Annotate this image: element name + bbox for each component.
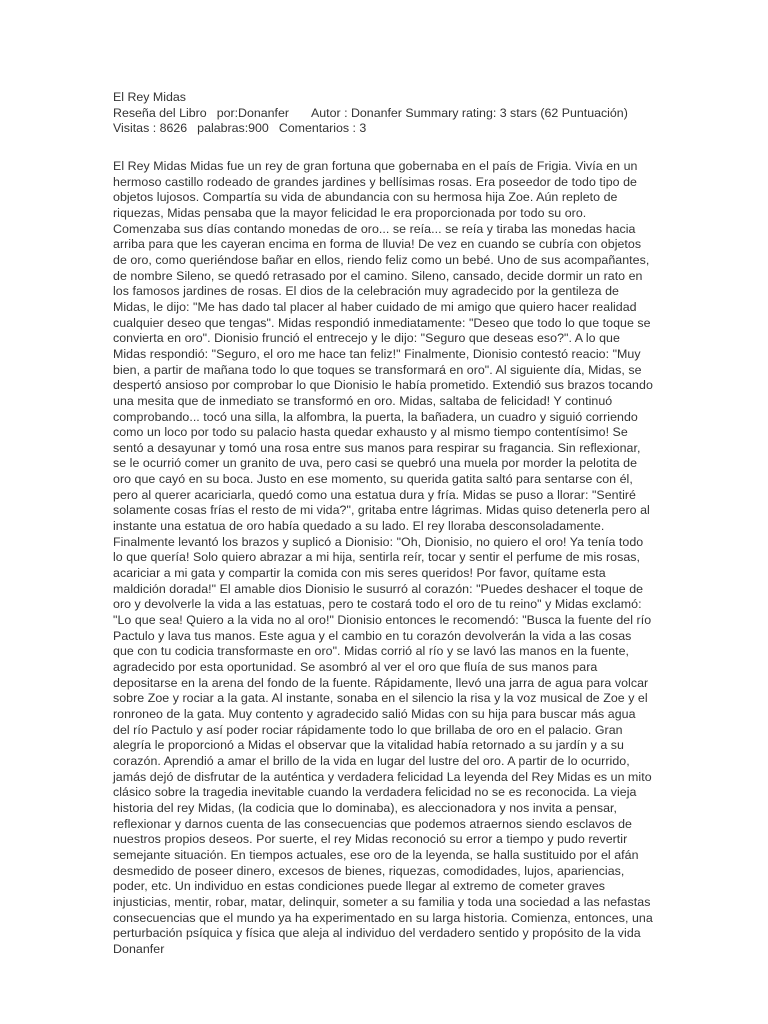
body-text-line: del río Pactulo y así poder rociar rápidamente todo lo que brillaba de oro en el palacio. Gran: [113, 722, 623, 737]
body-text-line: perturbación psíquica y física que aleja al individuo del verdadero sentido y propósito de la vida: [113, 926, 641, 941]
document-body: [113, 159, 668, 957]
body-text-line: jamás dejó de disfrutar de la auténtica y verdadera felicidad La leyenda del Rey Midas es un mito: [113, 769, 652, 784]
body-text-line: maldición dorada!" El amable dios Dionisio le susurró al corazón: "Puedes deshacer el toque de: [113, 581, 644, 596]
review-label: Reseña del Libro: [113, 105, 207, 120]
body-text-line: de nombre Sileno, se quedó retrasado por el camino. Sileno, cansado, decide dormir un rato en: [113, 268, 643, 283]
body-text-line: hermoso castillo rodeado de grandes jardines y bellísimas rosas. Era poseedor de todo tipo de: [113, 174, 637, 189]
body-text-line: Midas respondió: "Seguro, el oro me hace tan feliz!" Finalmente, Dionisio contestó reacio: "Muy: [113, 346, 641, 361]
review-info-line: [113, 106, 673, 122]
body-text-line: lo que quería! Solo quiero abrazar a mi hija, sentirla reír, tocar y sentir el perfume de mis rosas,: [113, 550, 641, 565]
body-text-line: alegría le proporcionó a Midas el observar que la vitalidad había retornado a su jardín y a su: [113, 738, 624, 753]
body-text-line: Finalmente levantó los brazos y suplicó a Dionisio: "Oh, Dionisio, no quiero el oro! Ya tenía todo: [113, 534, 644, 549]
body-text-line: cualquier deseo que tengas". Midas respondió inmediatamente: "Deseo que todo lo que toque se: [113, 315, 651, 330]
body-text-line: riquezas, Midas pensaba que la mayor felicidad le era proporcionada por todo su oro.: [113, 205, 587, 220]
document-title: El Rey Midas: [113, 90, 186, 104]
body-text-line: una mesita que de inmediato se transformó en oro. Midas, saltaba de felicidad! Y continuó: [113, 393, 613, 408]
body-text-line: agradecido por esta oportunidad. Se asombró al ver el oro que fluía de sus manos para: [113, 660, 598, 674]
body-text-line: "Lo que sea! Quiero a la vida no al oro!" Dionisio entonces le recomendó: "Busca la fuente del río: [113, 613, 652, 628]
body-text-line: corazón. Aprendió a amar el brillo de la vida en lugar del lustre del oro. A partir de lo ocurrido,: [113, 753, 630, 768]
body-text-line: poder, etc. Un individuo en estas condiciones puede llegar al extremo de cometer graves: [113, 879, 605, 894]
body-text-line: acariciar a mi gata y compartir la comida con mis seres queridos! Por favor, quítame esta: [113, 566, 606, 581]
body-text-line: El Rey Midas Midas fue un rey de gran fortuna que gobernaba en el país de Frigia. Vivía en un: [113, 159, 638, 173]
body-text-line: arriba para que les cayeran encima en forma de lluvia! De vez en cuando se cubría con objetos: [113, 237, 642, 252]
document-header: [113, 90, 673, 137]
body-text-line: se le ocurrió comer un granito de uva, pero casi se quebró una muela por morder la pelotita de: [113, 456, 638, 471]
body-text-line: pero al querer acariciarla, quedó como una estatua dura y fría. Midas se puso a llorar: "Sentiré: [113, 487, 636, 502]
visits-count: Visitas : 8626: [113, 121, 188, 136]
body-text-line: Donanfer: [113, 941, 165, 956]
body-text-line: clásico sobre la tragedia inevitable cuando la verdadera felicidad no se es reconocida. La vieja: [113, 785, 637, 800]
body-text-line: convierta en oro". Dionisio frunció el entrecejo y le dijo: "Seguro que deseas eso?". A lo que: [113, 331, 620, 346]
body-text-line: depositarse en la arena del fondo de la fuente. Rápidamente, llevó una jarra de agua para volcar: [113, 675, 649, 690]
reviewer-label: por:Donanfer: [216, 105, 290, 120]
stats-line: [113, 121, 673, 137]
body-text-line: los famosos jardines de rosas. El dios de la celebración muy agradecido por la gentileza de: [113, 284, 619, 299]
body-text-line: reflexionar y darnos cuenta de las consecuencias que podemos atraernos siendo esclavos de: [113, 816, 632, 831]
body-text-line: semejante situación. En tiempos actuales, ese oro de la leyenda, se halla sustituido por el afán: [113, 847, 639, 862]
author-label: Autor : Donanfer: [311, 105, 402, 120]
body-text-line: Midas, le dijo: "Me has dado tal placer al haber cuidado de mi amigo que quiero hacer realidad: [113, 299, 637, 314]
body-text-line: sentó a desayunar y tomó una rosa entre sus manos para respirar su fragancia. Sin reflexionar,: [113, 440, 641, 455]
body-text-line: como un loco por todo su palacio hasta quedar exhausto y al mismo tiempo contentísimo! Se: [113, 425, 628, 440]
body-text-line: instante una estatua de oro había quedado a su lado. El rey lloraba desconsoladamente.: [113, 519, 605, 534]
body-text-line: ronroneo de la gata. Muy contento y agradecido salió Midas con su hija para buscar más agua: [113, 706, 636, 721]
body-text-line: nuestros propios deseos. Por suerte, el rey Midas reconoció su error a tiempo y pudo revertir: [113, 832, 628, 847]
body-text-line: consecuencias que el mundo ya ha experimentado en su larga historia. Comienza, entonces, una: [113, 910, 653, 925]
summary-rating: Summary rating: 3 stars (62 Puntuación): [405, 105, 628, 120]
body-text-line: oro y devolverle la vida a las estatuas, pero te costará todo el oro de tu reino" y Midas exclamó:: [113, 597, 642, 612]
comments-count: Comentarios : 3: [278, 121, 367, 136]
body-text-line: sobre Zoe y rociar a la gata. Al instante, sonaba en el silencio la risa y la voz musical de Zoe y el: [113, 691, 648, 706]
body-text-line: despertó ansioso por comprobar lo que Dionisio le había prometido. Extendió sus brazos tocando: [113, 378, 653, 393]
body-text-line: de oro, como queriéndose bañar en ellos, riendo feliz como un bebé. Uno de sus acompañantes,: [113, 252, 650, 267]
body-text-line: Pactulo y lava tus manos. Este agua y el cambio en tu corazón devolverán la vida a las cosas: [113, 628, 632, 643]
body-text-line: Comenzaba sus días contando monedas de oro... se reía... se reía y tiraba las monedas hacia: [113, 221, 636, 236]
word-count: palabras:900: [197, 121, 269, 136]
body-text-line: injusticias, mentir, robar, matar, delinquir, someter a su familia y toda una sociedad a las nefastas: [113, 894, 651, 909]
body-text-line: desmedido de poseer dinero, excesos de bienes, riquezas, comodidades, lujos, apariencias,: [113, 863, 625, 878]
body-text-line: bien, a partir de mañana todo lo que toques se transformará en oro". Al siguiente día, Midas, se: [113, 362, 642, 377]
body-text-line: oro que cayó en su boca. Justo en ese momento, su querida gatita saltó para sentarse con él,: [113, 472, 633, 487]
body-text-line: solamente cosas frías el resto de mi vida?", gritaba entre lágrimas. Midas quiso detenerla pero al: [113, 503, 650, 518]
body-text-line: historia del rey Midas, (la codicia que lo dominaba), es aleccionadora y nos invita a pensar,: [113, 800, 617, 815]
body-text-line: objetos lujosos. Compartía su vida de abundancia con su hermosa hija Zoe. Aún repleto de: [113, 190, 618, 205]
body-text-line: que con tu codicia transformaste en oro". Midas corrió al río y se lavó las manos en la fuente,: [113, 644, 630, 659]
body-text-line: comprobando... tocó una silla, la alfombra, la puerta, la bañadera, un cuadro y siguió corriendo: [113, 409, 638, 424]
